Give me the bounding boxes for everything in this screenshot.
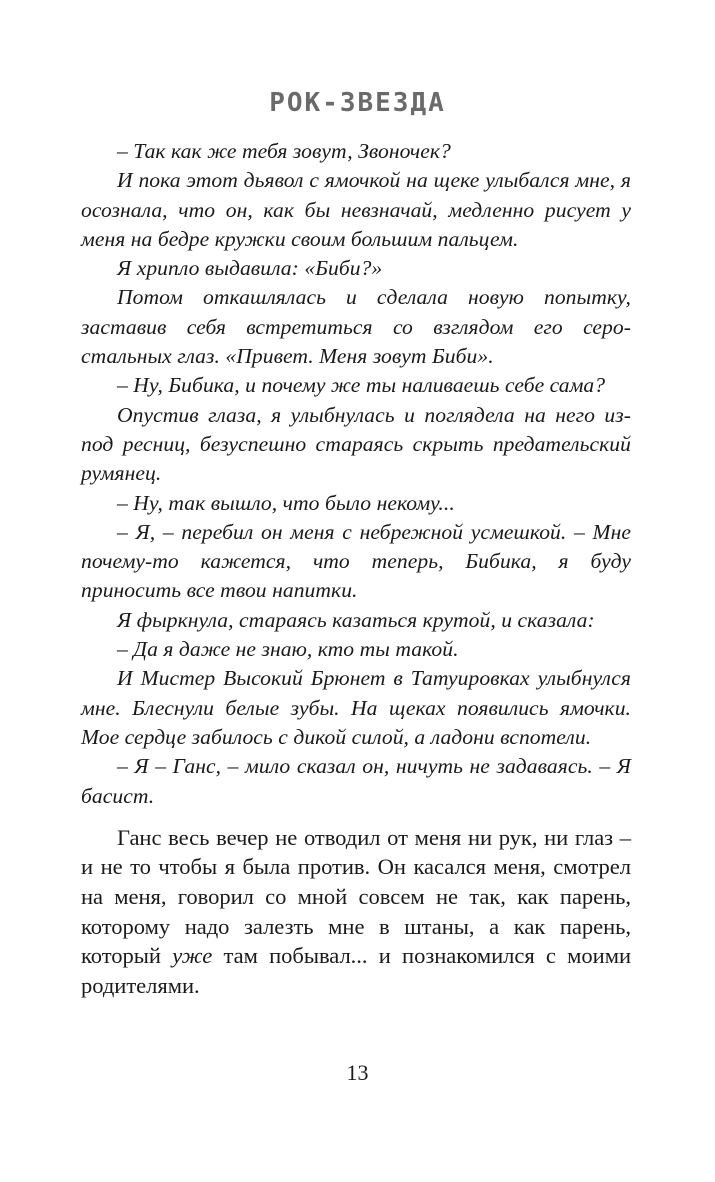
paragraph: – Я – Ганс, – мило сказал он, ничуть не задаваясь. – Я басист. (81, 754, 631, 808)
body-text (81, 137, 631, 1000)
final-paragraph (81, 823, 631, 1001)
paragraph: – Я, – перебил он меня с небрежной усмешкой. – Мне почему-то кажется, что теперь, Бибика, я буду приносить все твои напитки. (81, 519, 631, 603)
paragraph: – Ну, так вышло, что было некому... (117, 490, 455, 515)
paragraph: – Ну, Бибика, и почему же ты наливаешь себе сама? (117, 373, 606, 398)
running-head: РОК-ЗВЕЗДА (269, 88, 446, 118)
final-paragraph-end: там побывал... и познакомился с моими родителями. (81, 943, 631, 998)
paragraph: Потом откашлялась и сделала новую попытку, заставив себя встретиться со взглядом его серо-стальных глаз. «Привет. Меня зовут Биби». (81, 285, 631, 369)
page-number: 13 (346, 1060, 369, 1085)
paragraph: – Да я даже не знаю, кто ты такой. (117, 637, 459, 662)
paragraph: – Так как же тебя зовут, Звоночек? (117, 139, 451, 163)
paragraph: Я хрипло выдавила: «Биби?» (117, 256, 383, 281)
paragraph: Опустив глаза, я улыбнулась и поглядела на него из-под ресниц, безуспешно стараясь скрыть предательский румянец. (81, 402, 631, 486)
paragraph: Я фыркнула, стараясь казаться крутой, и сказала: (117, 607, 595, 632)
final-paragraph-start: Ганс весь вечер не отводил от меня ни рук, ни глаз – и не то чтобы я была против. Он касался меня, смотрел на меня, говорил со мной совсем не так, как парень, которому надо залезть мне в штаны, а как парень, который (81, 824, 631, 969)
paragraph: И Мистер Высокий Брюнет в Татуировках улыбнулся мне. Блеснули белые зубы. На щеках появились ямочки. Мое сердце забилось с дикой силой, а ладони вспотели. (81, 666, 631, 749)
final-paragraph-emphasis: уже (172, 943, 213, 969)
paragraph: И пока этот дьявол с ямочкой на щеке улыбался мне, я осознала, что он, как бы невзначай, медленно рисует у меня на бедре кружки своим большим пальцем. (81, 168, 631, 251)
